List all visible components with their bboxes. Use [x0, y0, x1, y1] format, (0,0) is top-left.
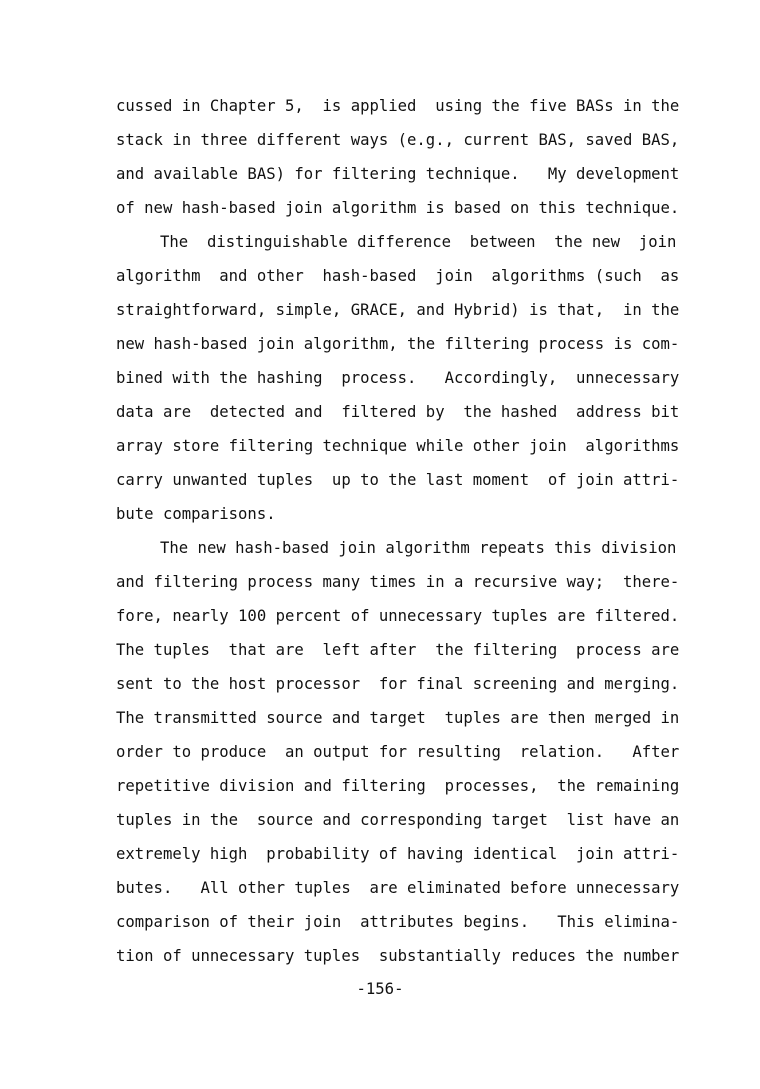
text-line: algorithm and other hash-based join algorithms (such as	[116, 267, 680, 285]
text-line: The tuples that are left after the filtering process are	[116, 641, 680, 659]
text-line: tuples in the source and corresponding target list have an	[116, 811, 680, 829]
page-number: -156-	[356, 980, 404, 998]
text-line: repetitive division and filtering processes, the remaining	[116, 777, 680, 795]
text-line: sent to the host processor for final screening and merging.	[116, 675, 680, 693]
text-line: bute comparisons.	[116, 505, 276, 523]
text-line: comparison of their join attributes begins. This elimina-	[116, 913, 680, 931]
text-line: data are detected and filtered by the hashed address bit	[116, 403, 680, 421]
text-line: stack in three different ways (e.g., current BAS, saved BAS,	[116, 131, 680, 149]
text-line: extremely high probability of having identical join attri-	[116, 845, 680, 863]
text-line: and filtering process many times in a recursive way; there-	[116, 573, 680, 591]
text-line: The new hash-based join algorithm repeats this division	[160, 539, 677, 557]
text-line: The transmitted source and target tuples are then merged in	[116, 709, 680, 727]
text-line: cussed in Chapter 5, is applied using the five BASs in the	[116, 97, 680, 115]
text-line: order to produce an output for resulting relation. After	[116, 743, 680, 761]
text-line: bined with the hashing process. Accordingly, unnecessary	[116, 369, 680, 387]
text-line: carry unwanted tuples up to the last moment of join attri-	[116, 471, 680, 489]
text-line: butes. All other tuples are eliminated before unnecessary	[116, 879, 680, 897]
text-line: array store filtering technique while other join algorithms	[116, 437, 680, 455]
text-line: tion of unnecessary tuples substantially reduces the number	[116, 947, 680, 965]
text-line: new hash-based join algorithm, the filtering process is com-	[116, 335, 680, 353]
text-line: The distinguishable difference between the new join	[160, 233, 677, 251]
text-line: and available BAS) for filtering technique. My development	[116, 165, 680, 183]
text-line: of new hash-based join algorithm is based on this technique.	[116, 199, 680, 217]
text-line: straightforward, simple, GRACE, and Hybrid) is that, in the	[116, 301, 680, 319]
text-line: fore, nearly 100 percent of unnecessary tuples are filtered.	[116, 607, 680, 625]
